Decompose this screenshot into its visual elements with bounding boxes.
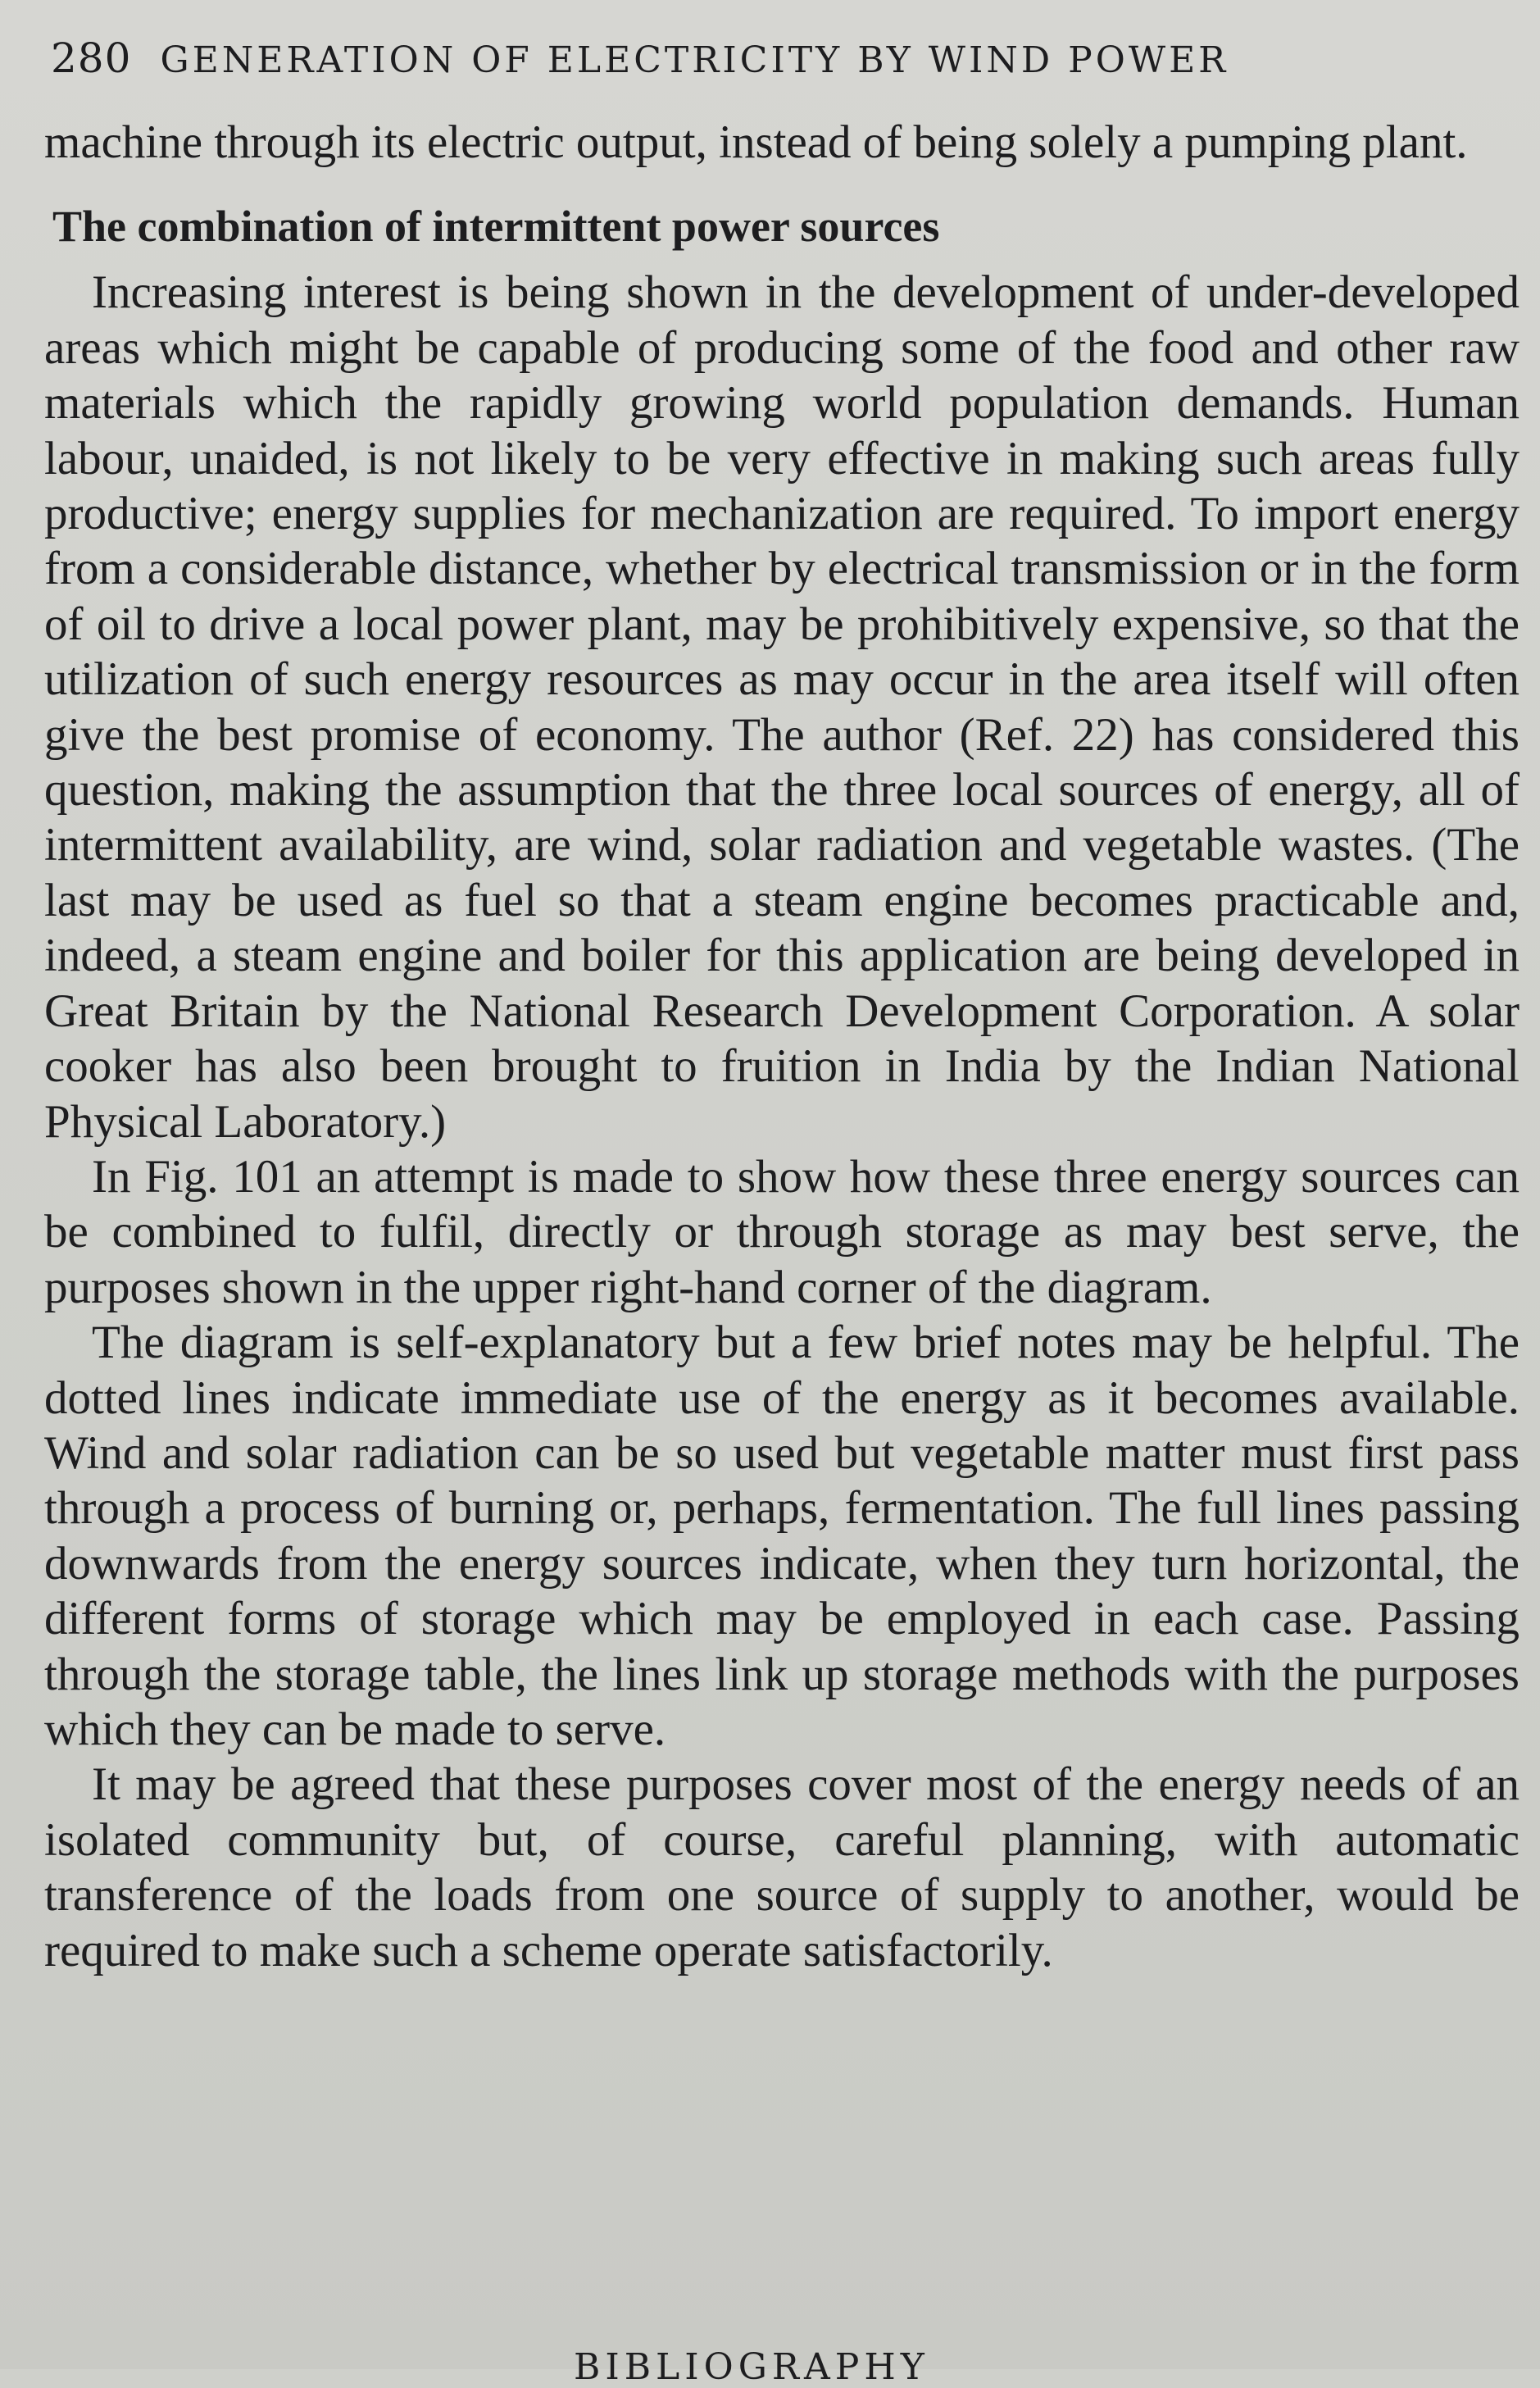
- page-number: 280: [51, 34, 132, 82]
- paragraph-1: Increasing interest is being shown in the development of under-developed areas which might be capable of producing some of the food and other raw materials which the rapidly growing world population demands. Human labour, unaided, is not likely to be very effective in making such areas fully productive; energy supplies for mechanization are required. To import energy from a considerable distance, whether by electrical transmission or in the form of oil to drive a local power plant, may be prohibitively expensive, so that the utilization of such energy resources as may occur in the area itself will often give the best promise of economy. The author (Ref. 22) has considered this question, making the assumption that the three local sources of energy, all of intermittent availability, are wind, solar radiation and vegetable wastes. (The last may be used as fuel so that a steam engine becomes practicable and, indeed, a steam engine and boiler for this application are being developed in Great Britain by the National Research Development Corporation. A solar cooker has also been brought to fruition in India by the Indian National Physical Laboratory.): [44, 266, 1520, 1148]
- paragraph-2: In Fig. 101 an attempt is made to show how these three energy sources can be combined to fulfil, directly or through storage as may best serve, the purposes shown in the upper right-hand corner of the diagram.: [44, 1150, 1520, 1313]
- paragraph-4: It may be agreed that these purposes cover most of the energy needs of an isolated community but, of course, careful planning, with automatic transference of the loads from one source of supply to another, would be required to make such a scheme operate satisfactorily.: [44, 1758, 1520, 1976]
- body-text: [44, 115, 1520, 1978]
- running-title: GENERATION OF ELECTRICITY BY WIND POWER: [160, 39, 1229, 81]
- continued-paragraph: machine through its electric output, instead of being solely a pumping plant.: [44, 116, 1468, 168]
- paragraph-3: The diagram is self-explanatory but a few brief notes may be helpful. The dotted lines indicate immediate use of the energy as it becomes available. Wind and solar radiation can be so used but vegetable matter must first pass through a process of burning or, perhaps, fermentation. The full lines passing downwards from the energy sources indicate, when they turn horizontal, the different forms of storage which may be employed in each case. Passing through the storage table, the lines link up storage methods with the purposes which they can be made to serve.: [44, 1317, 1520, 1755]
- section-heading: The combination of intermittent power sources: [52, 202, 940, 252]
- running-header: [51, 34, 1493, 100]
- bibliography-heading-cut: BIBLIOGRAPHY: [574, 2346, 929, 2388]
